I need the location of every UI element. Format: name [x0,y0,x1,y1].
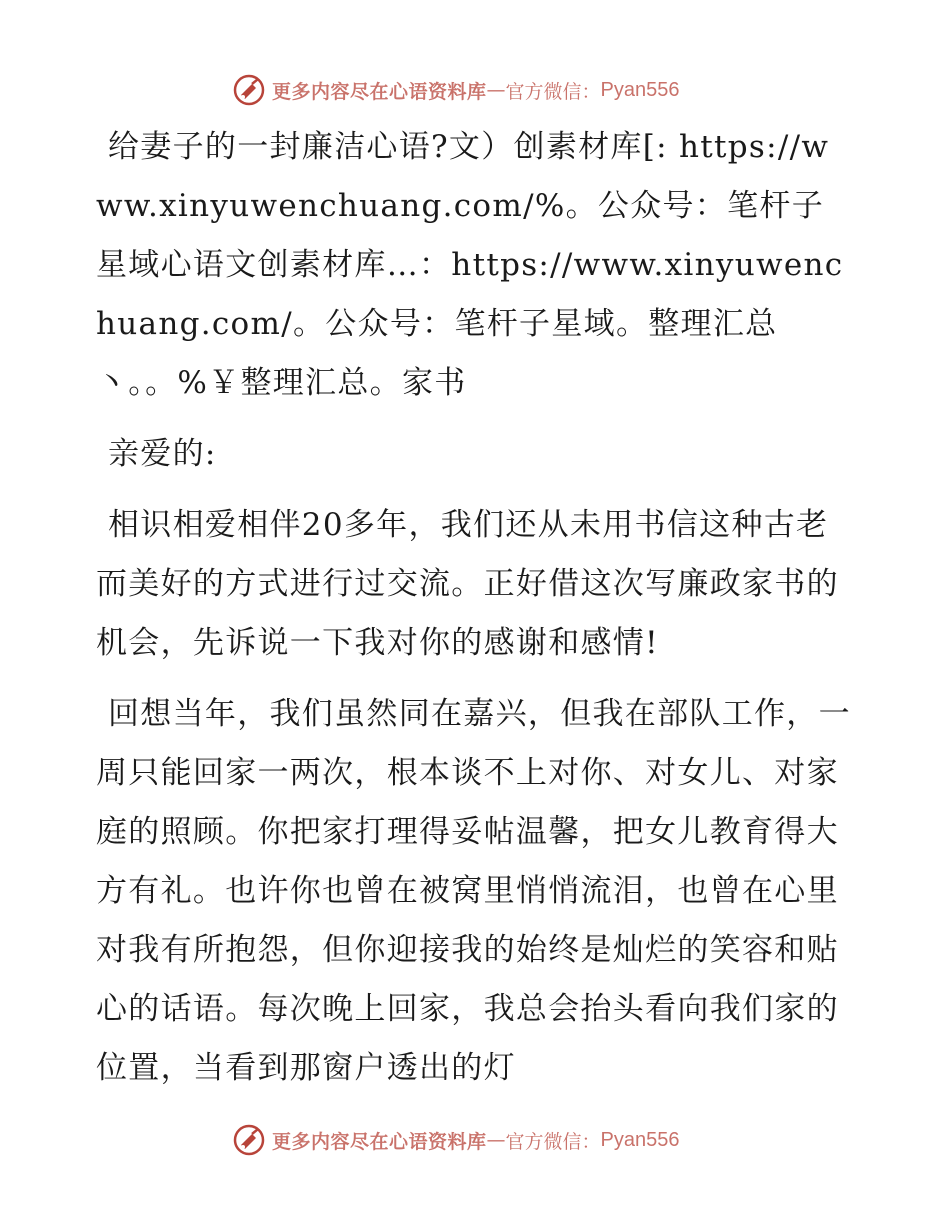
banner-wechat-id: Pyan556 [600,78,680,101]
paragraph-body-2: 回想当年，我们虽然同在嘉兴，但我在部队工作，一周只能回家一两次，根本谈不上对你、对女儿、对家庭的照顾。你把家打理得妥帖温馨，把女儿教育得大方有礼。也许你也曾在被窝里悄悄流泪，也曾在心里对我有所抱怨，但你迎接我的始终是灿烂的笑容和贴心的话语。每次晚上回家，我总会抬头看向我们家的位置，当看到那窗户透出的灯 [96,696,851,1086]
logo-icon [232,73,266,107]
header-banner [232,70,680,110]
banner-wechat-id: Pyan556 [600,1128,680,1151]
paragraph-body-1: 相识相爱相伴20多年，我们还从未用书信这种古老而美好的方式进行过交流。正好借这次写廉政家书的机会，先诉说一下我对你的感谢和感情! [96,507,839,661]
paragraph-salutation: 亲爱的: [108,436,217,472]
banner-dash: — [486,1129,506,1151]
banner-brand-text: 更多内容尽在心语资料库 [272,1130,487,1153]
paragraph-title: 给妻子的一封廉洁心语?文）创素材库[: https://www.xinyuwenchuang.com/%。公众号：笔杆子星域心语文创素材库…：https://www.xinyuwenchuang.com/。公众号：笔杆子星域。整理汇总丶。。%￥整理汇总。家书 [96,129,844,401]
banner-dash: — [486,79,506,101]
footer-banner [232,1120,680,1160]
banner-wechat-label: 官方微信： [505,80,601,103]
logo-icon [232,1123,266,1157]
banner-wechat-label: 官方微信： [505,1130,601,1153]
document-body [96,118,856,1110]
banner-brand-text: 更多内容尽在心语资料库 [272,80,487,103]
